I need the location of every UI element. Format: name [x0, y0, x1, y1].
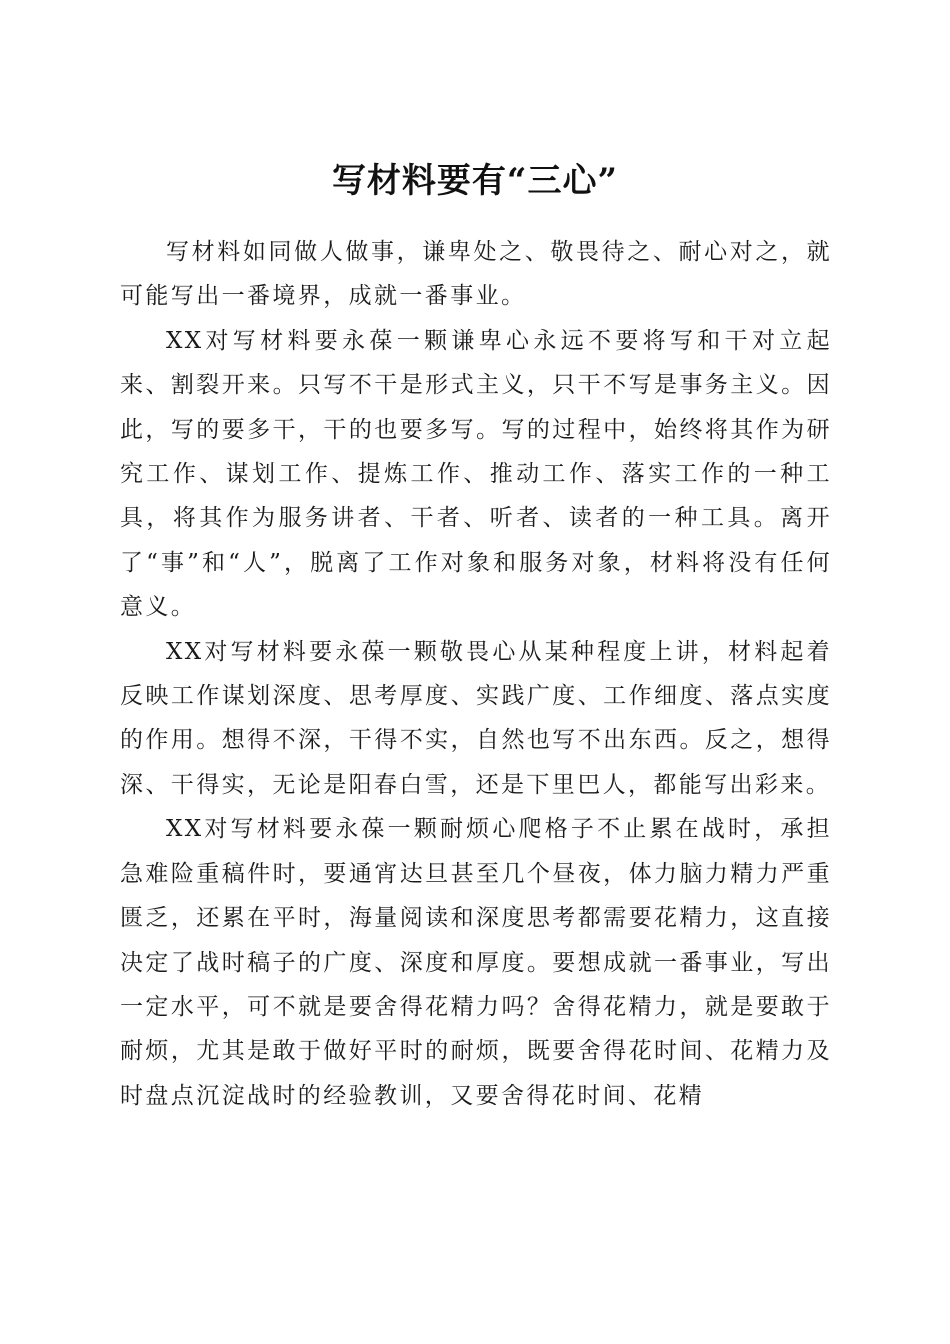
document-body: [120, 230, 832, 1118]
paragraph-patience: XX对写材料要永葆一颗耐烦心爬格子不止累在战时，承担急难险重稿件时，要通宵达旦甚至几个昼夜，体力脑力精力严重匮乏，还累在平时，海量阅读和深度思考都需要花精力，这直接决定了战时稿子的广度、深度和厚度。要想成就一番事业，写出一定水平，可不就是要舍得花精力吗？舍得花精力，就是要敢于耐烦，尤其是敢于做好平时的耐烦，既要舍得花时间、花精力及时盘点沉淀战时的经验教训，又要舍得花时间、花精: [120, 816, 832, 1109]
page-title: 写材料要有“三心”: [331, 160, 619, 201]
paragraph-reverence: XX对写材料要永葆一颗敬畏心从某种程度上讲，材料起着反映工作谋划深度、思考厚度、实践广度、工作细度、落点实度的作用。想得不深，干得不实，自然也写不出东西。反之，想得深、干得实，无论是阳春白雪，还是下里巴人，都能写出彩来。: [120, 638, 832, 798]
paragraph-intro: 写材料如同做人做事，谦卑处之、敬畏待之、耐心对之，就可能写出一番境界，成就一番事业。: [120, 239, 832, 310]
paragraph-humility: XX对写材料要永葆一颗谦卑心永远不要将写和干对立起来、割裂开来。只写不干是形式主义，只干不写是事务主义。因此，写的要多干，干的也要多写。写的过程中，始终将其作为研究工作、谋划工作、提炼工作、推动工作、落实工作的一种工具，将其作为服务讲者、干者、听者、读者的一种工具。离开了“事”和“人”，脱离了工作对象和服务对象，材料将没有任何意义。: [120, 327, 832, 621]
